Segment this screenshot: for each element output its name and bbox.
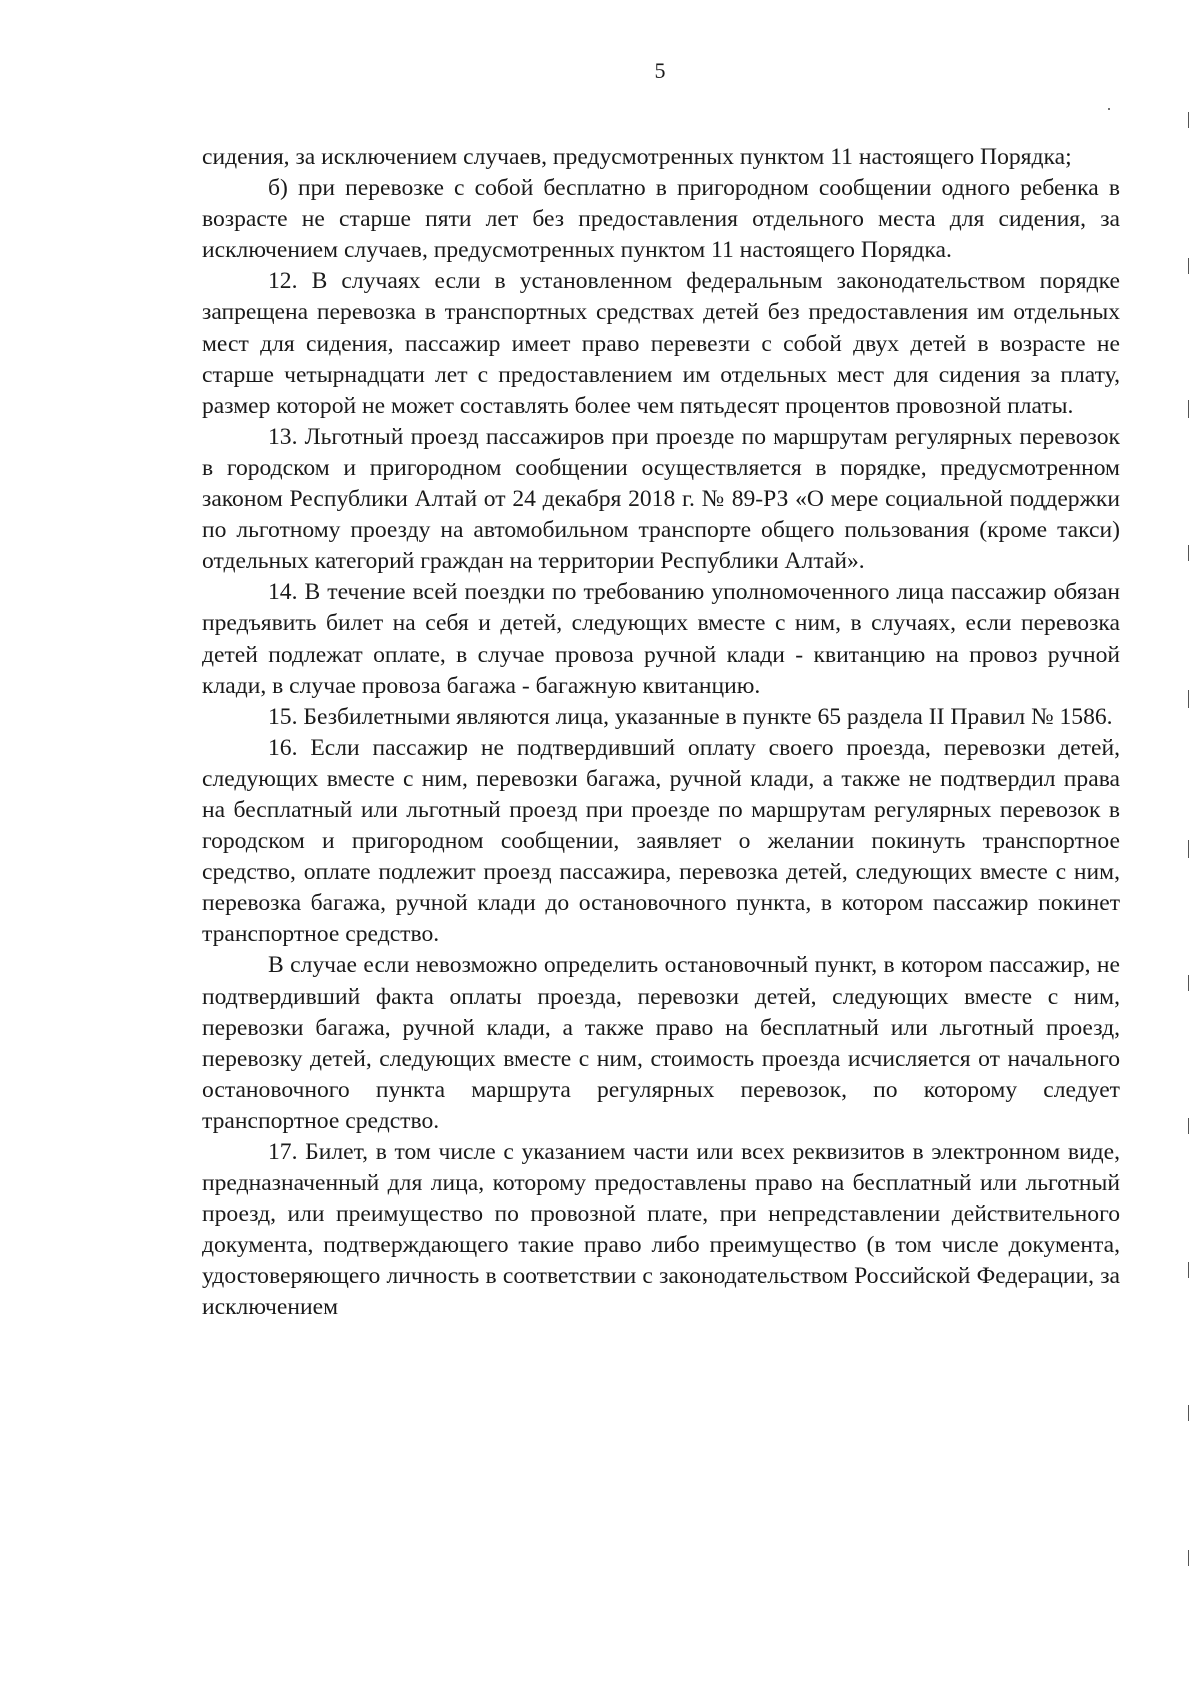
paragraph-subitem-b: б) при перевозке с собой бесплатно в пригородном сообщении одного ребенка в возрасте не старше пяти лет без предоставления отдельного места для сидения, за исключением случаев, предусмотренных пунктом 11 настоящего Порядка. — [202, 175, 1120, 264]
scan-artifact — [1188, 545, 1189, 561]
scan-artifact — [1188, 975, 1189, 991]
paragraph-item-16-continued: В случае если невозможно определить остановочный пункт, в котором пассажир, не подтвердивший факта оплаты проезда, перевозки детей, следующих вместе с ним, перевозки багажа, ручной клади, а также право на бесплатный или льготный проезд, перевозку детей, следующих вместе с ним, стоимость проезда исчисляется от начального остановочного пункта маршрута регулярных перевозок, по которому следует транспортное средство. — [202, 952, 1120, 1134]
paragraph-item-12: 12. В случаях если в установленном федеральным законодательством порядке запрещена перевозка в транспортных средствах детей без предоставления им отдельных мест для сидения, пассажир имеет право перевезти с собой двух детей в возрасте не старше четырнадцати лет с предоставлением им отдельных мест для сидения за плату, размер которой не может составлять более чем пятьдесят процентов провозной платы. — [202, 268, 1120, 419]
scan-artifact — [1188, 690, 1189, 708]
scan-artifact — [1188, 1550, 1189, 1566]
paragraph-item-13: 13. Льготный проезд пассажиров при проезде по маршрутам регулярных перевозок в городском и пригородном сообщении осуществляется в порядке, предусмотренном законом Республики Алтай от 24 декабря 2018 г. № 89-РЗ «О мере социальной поддержки по льготному проезду на автомобильном транспорте общего пользования (кроме такси) отдельных категорий граждан на территории Республики Алтай». — [202, 423, 1120, 575]
paragraph-continuation: сидения, за исключением случаев, предусмотренных пунктом 11 настоящего Порядка; — [202, 144, 1072, 170]
paragraph-item-14: 14. В течение всей поездки по требованию уполномоченного лица пассажир обязан предъявить билет на себя и детей, следующих вместе с ним, в случаях, если перевозка детей подлежат оплате, в случае провоза ручной клади - квитанцию на провоз ручной клади, в случае провоза багажа - багажную квитанцию. — [202, 579, 1120, 699]
scan-artifact — [1188, 258, 1189, 274]
scan-speck — [1108, 108, 1110, 110]
page-number: 5 — [654, 58, 666, 83]
paragraph-item-17: 17. Билет, в том числе с указанием части или всех реквизитов в электронном виде, предназначенный для лица, которому предоставлены право на бесплатный или льготный проезд, или преимущество по провозной плате, при непредставлении действительного документа, подтверждающего такие право либо преимущество (в том числе документа, удостоверяющего личность в соответствии с законодательством Российской Федерации, за исключением — [202, 1139, 1120, 1321]
scan-artifact — [1188, 112, 1189, 128]
scan-artifact — [1188, 400, 1189, 418]
paragraph-item-15: 15. Безбилетными являются лица, указанные в пункте 65 раздела II Правил № 1586. — [268, 703, 1113, 730]
paragraph-item-16: 16. Если пассажир не подтвердивший оплату своего проезда, перевозки детей, следующих вместе с ним, перевозки багажа, ручной клади, а также не подтвердил права на бесплатный или льготный проезд при проезде по маршрутам регулярных перевозок в городском и пригородном сообщении, заявляет о желании покинуть транспортное средство, оплате подлежит проезд пассажира, перевозка детей, следующих вместе с ним, перевозка багажа, ручной клади до остановочного пункта, в котором пассажир покинет транспортное средство. — [202, 734, 1120, 948]
scan-artifact — [1188, 840, 1189, 858]
scan-artifact — [1188, 1118, 1189, 1134]
document-body — [202, 142, 1120, 1324]
scan-artifact — [1188, 1262, 1189, 1278]
scan-artifact — [1188, 1405, 1189, 1421]
